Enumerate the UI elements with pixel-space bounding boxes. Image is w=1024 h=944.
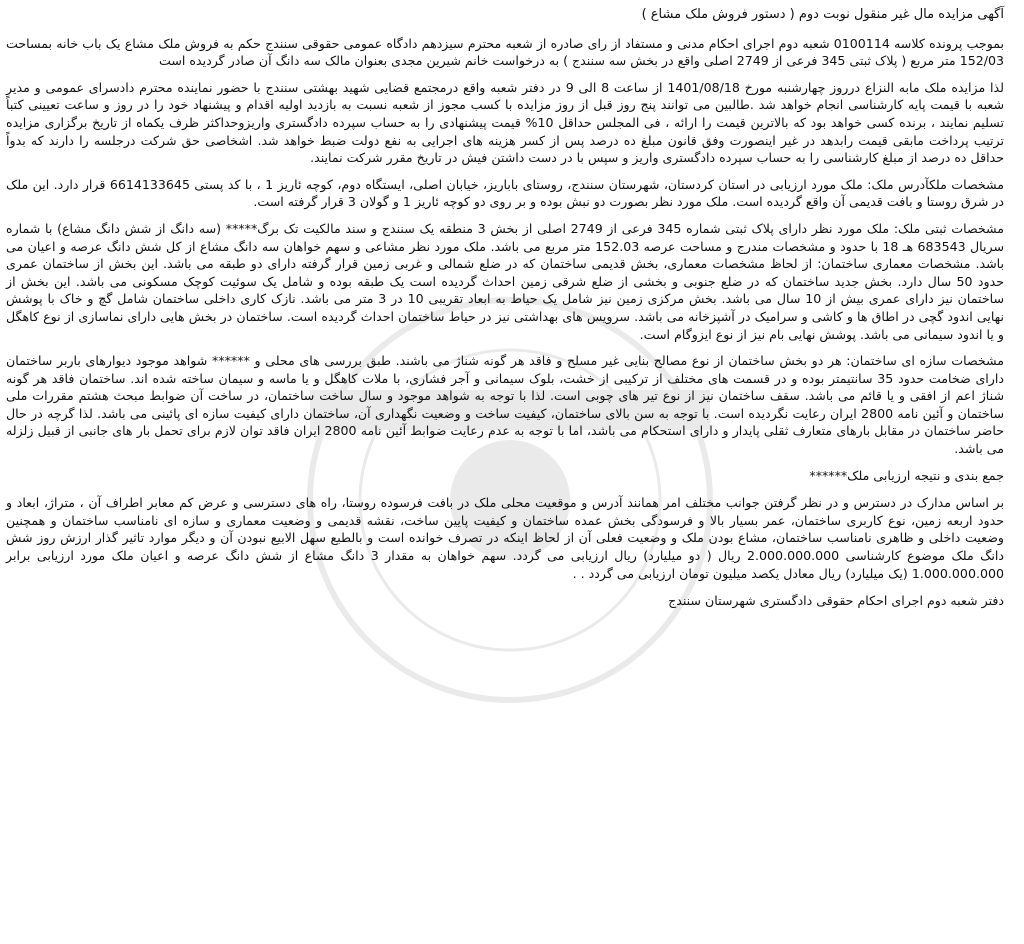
registration-details-paragraph: مشخصات ثبتی ملک: ملک مورد نظر دارای پلاک ثبتی شماره 345 فرعی از 2749 اصلی از بخش 3 منطقه یک سنندج و سند مالکیت تک برگ***** (سه دانگ از شش دانگ مشاع) با شماره سریال 683543 هـ 18 با حدود و مشخصات مندرج و مساحت عرصه 152.03 متر مربع می باشد. ملک مورد نظر مشاعی و سهم خواهان سه دانگ مشاع از کل شش دانگ عرصه و اعیان می باشد. مشخصات معماری ساختمان: از لحاظ مشخصات معماری، بخش قدیمی ساختمان که در ضلع شمالی و غربی زمین قرار گرفته دارای دو طبقه می باشد. این بخش از ساختمان عمری حدود 50 سال دارد. بخش جدید ساختمان که در ضلع جنوبی و بخشی از ضلع شرقی زمین احداث گردیده است یک طبقه بوده و شامل یک سوئیت کوچک مسکونی می باشد. این بخش از ساختمان نیز دارای عمری بیش از 10 سال می باشد. بخش مرکزی زمین نیز شامل یک حیاط به ابعاد تقریبی 10 در 3 متر می باشد. نازک کاری داخلی ساختمان شامل گچ و خاک با پوشش نهایی اندود گچی در اطاق ها و کاشی و سرامیک در آشپزخانه می باشد. سرویس های بهداشتی نیز در حیاط ساختمان احداث گردیده است. ساختمان در بخش هایی دارای نماسازی از نوع کاهگل و یا اندود سیمانی می باشد. پوشش نهایی بام نیز از نوع ایزوگام است. xyxy=(6,220,1005,342)
property-address-paragraph: مشخصات ملکآدرس ملک: ملک مورد ارزیابی در استان کردستان، شهرستان سنندج، روستای باباریز، خیابان اصلی، ایستگاه دوم، کوچه ئاریز 1 ، با کد پستی 6614133645 قرار دارد. این ملک در شرق روستا و بافت قدیمی آن واقع گردیده است. ملک مورد نظر بصورت دو نبش بوده و بر روی دو کوچه ئاریز 1 و گولان 3 قرار گرفته است. xyxy=(6,176,1004,210)
case-paragraph: بموجب پرونده کلاسه 0100114 شعبه دوم اجرای احکام مدنی و مستفاد از رای صادره از شعبه محترم سیزدهم دادگاه عمومی حقوقی سنندج حکم به فروش ملک مشاع یک باب خانه بمساحت 152/03 متر مربع ( پلاک ثبتی 345 فرعی از 2749 اصلی واقع در بخش سه سنندج ) به درخواست خانم شیرین مجدی بعنوان مالک سه دانگ آن صادر گردیده است xyxy=(6,35,1004,69)
structural-details-paragraph: مشخصات سازه ای ساختمان: هر دو بخش ساختمان از نوع مصالح بنایی غیر مسلح و فاقد هر گونه شناژ می باشند. طبق بررسی های محلی و ****** شواهد موجود دیوارهای باربر ساختمان دارای ضخامت حدود 35 سانتیمتر بوده و در قسمت های مختلف از ترکیبی از خشت، بلوک سیمانی و آجر فشاری، با ملات کاهگل و یا ماسه و سیمان ساخته شده اند. ساختمان فاقد هر گونه شناژ اعم از افقی و یا قائم می باشد. سقف ساختمان نیز از نوع تیر های چوبی است. لذا با توجه به شواهد موجود و سال ساخت ساختمان، در ساخت آن ضوابط مبحث هشتم مقررات ملی ساختمان و آئین نامه 2800 ایران رعایت نگردیده است. با توجه به سن بالای ساختمان، کیفیت ساخت و وضعیت نگهداری آن، ساختمان دارای کیفیت سازه ای پائینی می باشد. لذا گرچه در حال حاضر ساختمان در مقابل بارهای متعارف ثقلی پایدار و دارای استحکام می باشد، اما با توجه به عدم رعایت ضوابط آئین نامه 2800 ایران فاقد توان لازم برای تحمل بار های جانبی از قبیل زلزله می باشد. xyxy=(6,353,1004,457)
valuation-result-paragraph: بر اساس مدارک در دسترس و در نظر گرفتن جوانب مختلف امر همانند آدرس و موقعیت محلی ملک در بافت فرسوده روستا، راه های دسترسی و عرض کم معابر اطراف آن ، متراژ، ابعاد و حدود اربعه زمین، نوع کاربری ساختمان، عمر بسیار بالا و فرسودگی بخش عمده ساختمان و کیفیت پایین ساخت، نقشه قدیمی و وضعیت معماری و سازه ای نامناسب ساختمان و همچنین وضعیت داخلی و ظاهری نامناسب ساختمان، مشاع بودن ملک و وضعیت فعلی آن از لحاظ اینکه در تصرف خوانده است و بالطبع سهل الابیع نبودن آن و دیگر موارد تاثیر گذار ارزش روز شش دانگ ملک موضوع کارشناسی 2.000.000.000 ریال ( دو میلیارد) ریال ارزیابی می گردد. سهم خواهان به مقدار 3 دانگ مشاع از شش دانگ عرصه و اعیان ملک مورد ارزیابی برابر 1.000.000.000 (یک میلیارد) ریال معادل یکصد میلیون تومان ارزیابی می گردد . . xyxy=(6,495,1004,581)
notice-title: آگهی مزایده مال غیر منقول نوبت دوم ( دستور فروش ملک مشاع ) xyxy=(641,7,1004,22)
auction-terms-paragraph: لذا مزایده ملک مابه النزاع درروز چهارشنبه مورخ 1401/08/18 از ساعت 8 الی 9 در دفتر شعبه واقع درمجتمع قضایی شهید بهشتی سنندج با حضور نماینده محترم دادسرای عمومی و مدیر شعبه با قیمت پایه کارشناسی انجام خواهد شد .طالبین می توانند پنج روز قبل از روز مزایده با کسب مجوز از شعبه نسبت به بازدید اولیه اقدام و پیشنهاد خود را در روز و ساعت تعیینی کتباً تسلیم نمایند ، برنده کسی خواهد بود که بالاترین قیمت را ارائه ، فی المجلس حداقل 10% قیمت پیشنهادی را به حساب سپرده دادگستری واریزوحداکثر ظرف یکماه از تاریخ برگزاری مزایده ترتیب پرداخت مابقی قیمت رابدهد در غیر اینصورت وفق قانون مبلغ ده درصد پس از کسر هزینه های اجرایی به نفع دولت ضبط خواهد شد. اشخاصی حق شرکت درجلسه را دارند که بدواً حداقل ده درصد از مبلغ کارشناسی را به حساب سپرده دادگستری واریز و سپس با در دست داشتن فیش در تاریخ مقرر شرکت نمایند. xyxy=(6,79,1004,166)
result-heading: جمع بندی و نتیجه ارزیابی ملک****** xyxy=(809,467,1004,483)
issuing-office: دفتر شعبه دوم اجرای احکام حقوقی دادگستری شهرستان سنندج xyxy=(668,593,1004,609)
